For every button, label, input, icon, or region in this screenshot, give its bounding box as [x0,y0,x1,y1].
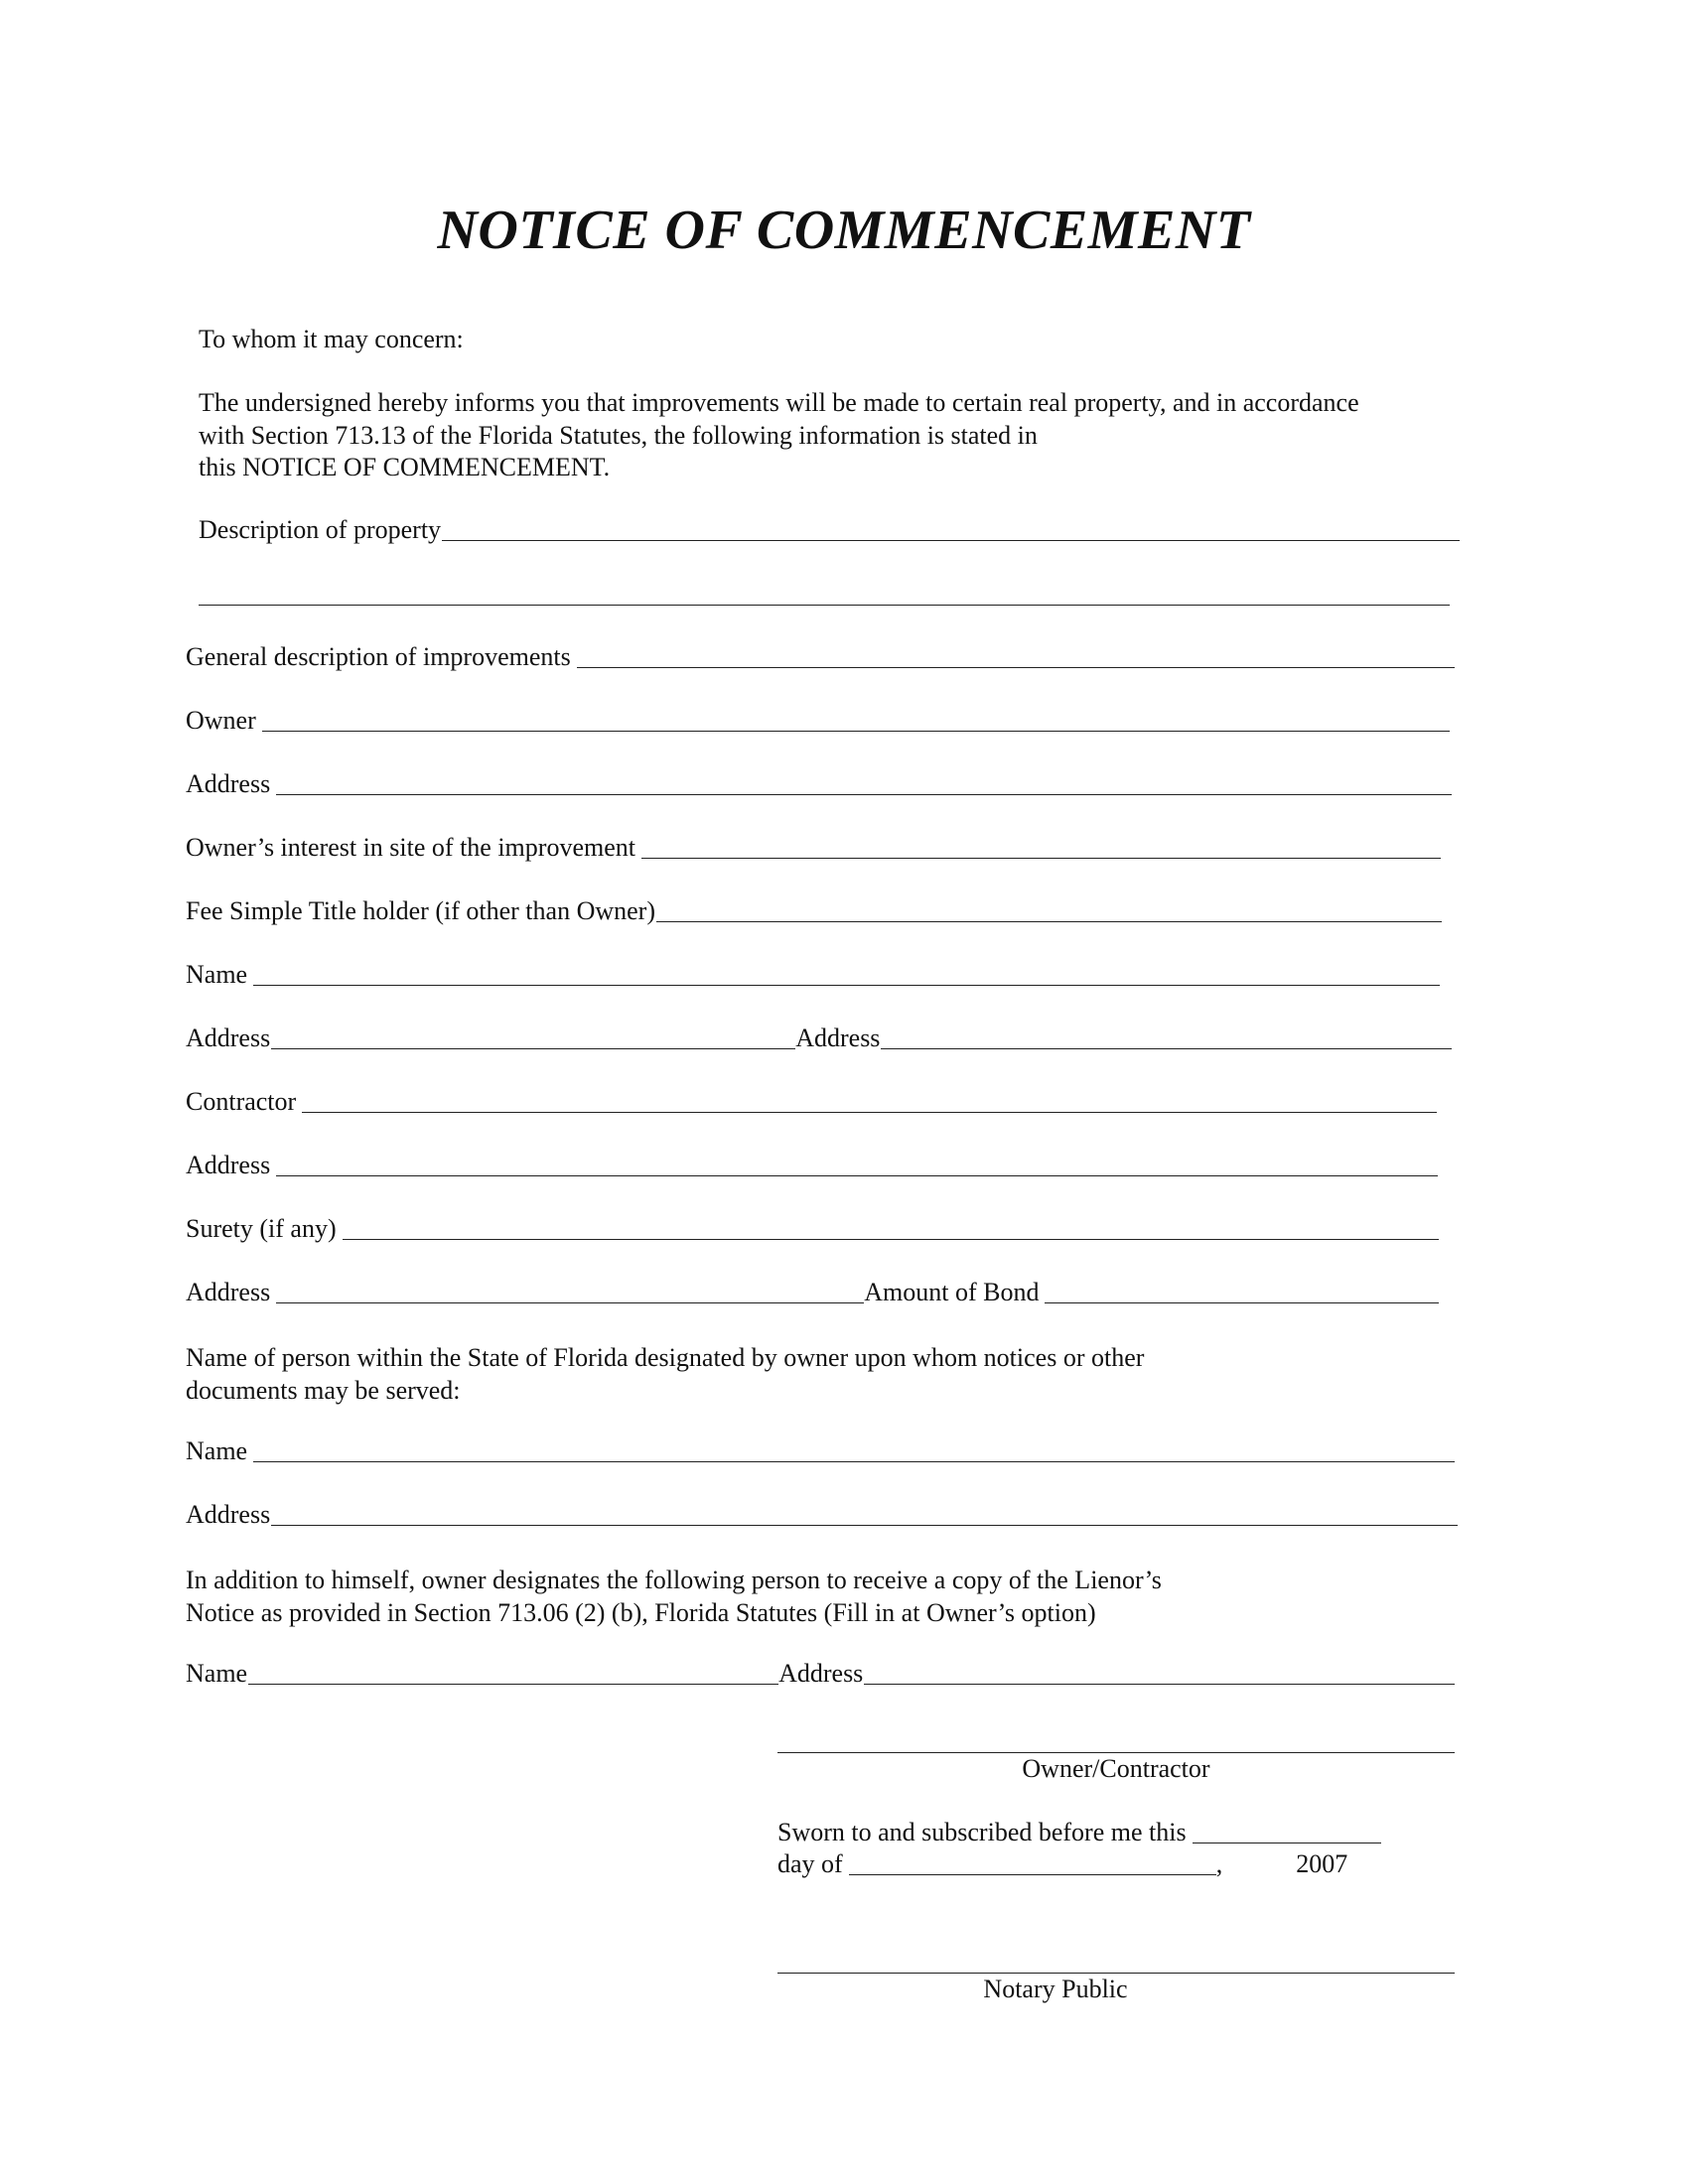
contractor-field [186,1086,1437,1118]
intro-line-3: this NOTICE OF COMMENCEMENT. [199,453,611,481]
designee-line-1: Name of person within the State of Florida designated by owner upon whom notices or other [186,1343,1145,1372]
designee-address-blank[interactable] [271,1525,1458,1526]
surety-address-label: Address [186,1278,271,1306]
owner-interest-label: Owner’s interest in site of the improvement [186,833,635,862]
owner-contractor-label: Owner/Contractor [1022,1754,1210,1783]
owner-label: Owner [186,706,256,735]
sworn-label: Sworn to and subscribed before me this [777,1818,1187,1846]
designee-name-label: Name [186,1436,248,1465]
title-holder-address-label-right: Address [795,1024,881,1052]
amount-of-bond-label: Amount of Bond [864,1278,1040,1306]
fee-simple-field [186,895,1442,927]
description-of-property-blank[interactable] [442,540,1460,541]
designee-paragraph [186,1342,1144,1407]
description-of-property-label: Description of property [199,515,442,544]
designee-line-2: documents may be served: [186,1375,461,1405]
designee-name-blank[interactable] [253,1461,1455,1462]
owner-address-blank[interactable] [276,794,1452,795]
title-holder-name-field [186,959,1440,991]
title-holder-address-blank-right[interactable] [881,1048,1452,1049]
fee-simple-label: Fee Simple Title holder (if other than Owner) [186,896,655,925]
title-holder-address-blank-left[interactable] [271,1048,795,1049]
amount-of-bond-blank[interactable] [1045,1302,1439,1303]
contractor-label: Contractor [186,1087,297,1116]
year-text: 2007 [1296,1849,1348,1878]
owner-field [186,705,1450,737]
contractor-address-field [186,1150,1438,1181]
additional-line-2: Notice as provided in Section 713.06 (2) (b), Florida Statutes (Fill in at Owner’s option) [186,1597,1096,1627]
additional-address-label: Address [778,1659,864,1688]
contractor-blank[interactable] [302,1112,1437,1113]
general-description-label: General description of improvements [186,642,571,671]
surety-label: Surety (if any) [186,1214,337,1243]
designee-address-field [186,1499,1458,1531]
title-holder-address-field [186,1023,1452,1054]
additional-name-field [186,1658,1455,1690]
intro-paragraph [199,387,1359,484]
owner-address-label: Address [186,769,271,798]
surety-address-field [186,1277,1439,1308]
owner-blank[interactable] [262,731,1450,732]
salutation: To whom it may concern: [199,325,464,353]
description-of-property-blank-2[interactable] [199,605,1450,606]
notary-public-label: Notary Public [983,1975,1128,2003]
page-title: NOTICE OF COMMENCEMENT [437,200,1251,261]
designee-address-label: Address [186,1500,271,1529]
contractor-address-label: Address [186,1151,271,1179]
owner-interest-field [186,832,1441,864]
intro-line-2: with Section 713.13 of the Florida Statutes, the following information is stated in [199,420,1038,450]
owner-interest-blank[interactable] [641,858,1441,859]
owner-address-field [186,768,1452,800]
day-of-label: day of [777,1849,843,1878]
additional-paragraph [186,1565,1162,1629]
description-of-property-field [199,514,1460,546]
title-holder-name-blank[interactable] [253,985,1440,986]
sworn-field [777,1817,1381,1848]
month-blank[interactable] [849,1874,1216,1875]
general-description-field [186,641,1455,673]
title-holder-address-label: Address [186,1024,271,1052]
intro-line-1: The undersigned hereby informs you that improvements will be made to certain real property, and in accordance [199,388,1359,417]
additional-name-blank[interactable] [248,1684,778,1685]
surety-blank[interactable] [343,1239,1439,1240]
additional-address-blank[interactable] [864,1684,1455,1685]
contractor-address-blank[interactable] [276,1175,1438,1176]
designee-name-field [186,1435,1455,1467]
day-of-field [777,1848,1347,1880]
surety-address-blank[interactable] [276,1302,864,1303]
comma-text: , [1215,1849,1223,1878]
fee-simple-blank[interactable] [656,921,1442,922]
general-description-blank[interactable] [577,667,1455,668]
surety-field [186,1213,1439,1245]
additional-name-label: Name [186,1659,248,1688]
additional-line-1: In addition to himself, owner designates the following person to receive a copy of the Lienor’s [186,1566,1162,1594]
title-holder-name-label: Name [186,960,248,989]
